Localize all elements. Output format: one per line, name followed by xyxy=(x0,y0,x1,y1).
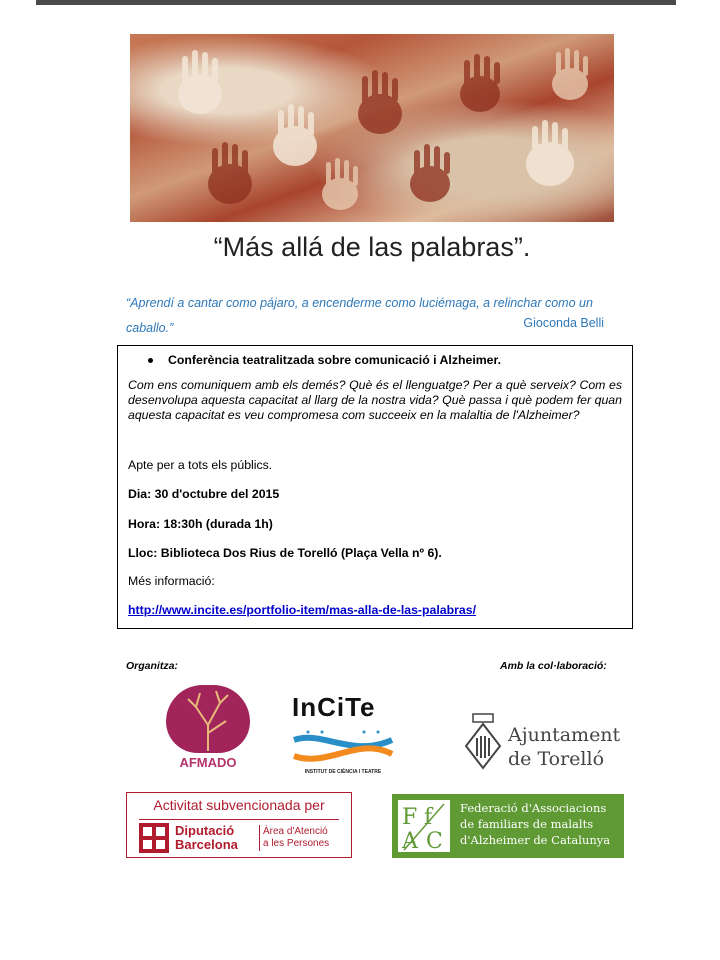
ajuntament-line-2: de Torelló xyxy=(508,748,605,770)
coat-of-arms-icon xyxy=(462,712,504,772)
federacio-line-2: de familiars de malalts xyxy=(460,817,594,831)
svg-text:F: F xyxy=(402,805,418,830)
quote-text: “Aprendí a cantar como pájaro, a encenderme como luciémaga, a relinchar como un caballo.” xyxy=(126,296,593,335)
audience-text: Apte per a tots els públics. xyxy=(128,458,273,472)
diputacio-emblem-icon xyxy=(139,823,169,853)
diputacio-name-1: Diputació xyxy=(175,823,235,838)
diputacio-name-2: Barcelona xyxy=(175,837,238,852)
afmado-brain-icon xyxy=(166,685,250,753)
diputacio-area-1: Àrea d'Atenció xyxy=(263,826,328,837)
federacio-line-3: d'Alzheimer de Catalunya xyxy=(460,833,611,847)
organizer-label: Organitza: xyxy=(126,660,178,672)
diputacio-area-2: a les Persones xyxy=(263,838,330,849)
event-date: Dia: 30 d'octubre del 2015 xyxy=(128,487,280,501)
federacio-text xyxy=(460,800,610,848)
diputacio-logo xyxy=(126,792,352,858)
event-title: Conferència teatralitzada sobre comunicació i Alzheimer. xyxy=(168,352,502,367)
top-bar xyxy=(36,0,676,5)
diputacio-header: Activitat subvencionada per xyxy=(153,797,325,813)
event-bullet xyxy=(148,352,622,368)
ajuntament-logo xyxy=(462,712,630,772)
event-info-box xyxy=(117,345,633,629)
incite-subtitle: INSTITUT DE CIÈNCIA I TEATRE xyxy=(304,769,382,775)
bullet-icon xyxy=(148,358,153,363)
federacio-line-1: Federació d'Associacions xyxy=(460,801,607,815)
event-description: Com ens comuniquem amb els demés? Què és el llenguatge? Per a què serveix? Com es desenvolupa aquesta capacitat al llarg de la nostra vida? Què passa i què podem fer quan aquesta capacitat es veu compromesa com succeeix en la malaltia de l'Alzheimer? xyxy=(128,378,622,422)
hands-graphic xyxy=(130,34,614,222)
divider xyxy=(139,819,339,820)
cave-hands-image xyxy=(130,34,614,222)
incite-waves-icon xyxy=(292,728,394,768)
tree-icon xyxy=(166,685,250,753)
page-title: “Más allá de las palabras”. xyxy=(213,232,531,262)
event-time: Hora: 18:30h (durada 1h) xyxy=(128,517,273,531)
collaboration-label: Amb la col·laboració: xyxy=(500,660,607,672)
svg-text:C: C xyxy=(426,829,443,852)
svg-text:A: A xyxy=(402,829,418,852)
svg-text:f: f xyxy=(424,805,433,830)
incite-name: InCiTe xyxy=(292,692,376,722)
federacio-emblem-icon xyxy=(398,800,450,852)
quote-author: Gioconda Belli xyxy=(523,316,604,330)
federacio-logo xyxy=(392,794,624,858)
ajuntament-line-1: Ajuntament xyxy=(508,724,621,746)
more-info-label: Més informació: xyxy=(128,574,215,588)
incite-logo xyxy=(292,692,394,782)
afmado-logo xyxy=(164,685,252,775)
afmado-name: AFMADO xyxy=(179,755,237,770)
divider xyxy=(259,825,260,851)
event-link[interactable]: http://www.incite.es/portfolio-item/mas-alla-de-las-palabras/ xyxy=(128,603,477,617)
event-place: Lloc: Biblioteca Dos Rius de Torelló (Plaça Vella nº 6). xyxy=(128,546,442,560)
